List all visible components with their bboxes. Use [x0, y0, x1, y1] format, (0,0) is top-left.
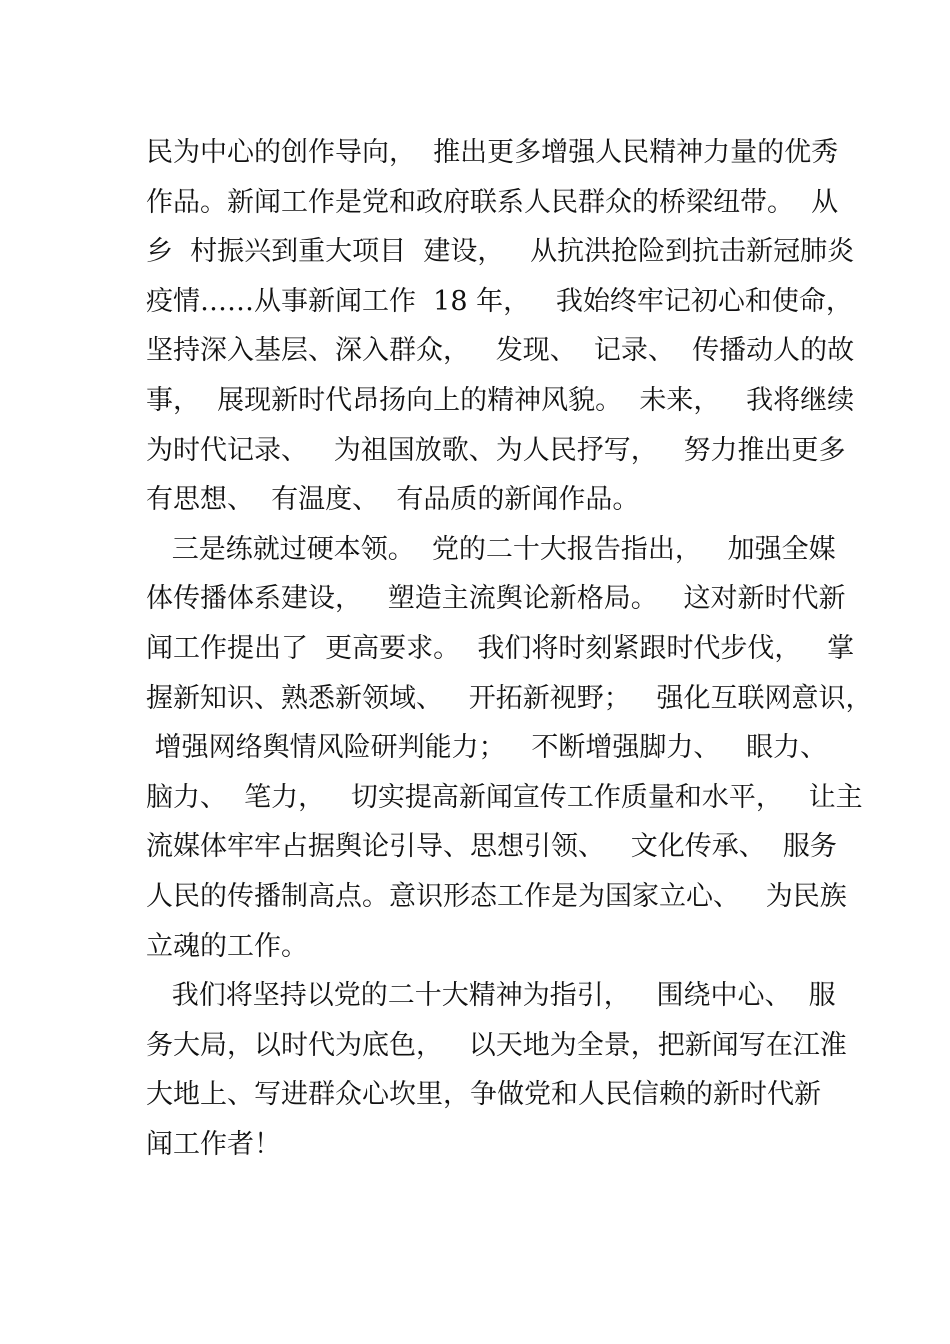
text-line: 立魂的工作。 [146, 930, 308, 962]
text-line: 我们将坚持以党的二十大精神为指引， 围绕中心、 服 [146, 980, 836, 1012]
body-text [146, 128, 873, 1169]
text-line: 脑力、 笔力， 切实提高新闻宣传工作质量和水平， 让主 [146, 781, 863, 813]
text-line: 为时代记录、 为祖国放歌、为人民抒写， 努力推出更多 [146, 434, 846, 466]
text-line: 流媒体牢牢占据舆论引导、思想引领、 文化传承、 服务 [146, 831, 837, 863]
text-line: 三是练就过硬本领。 党的二十大报告指出， 加强全媒 [146, 533, 836, 565]
text-line: 乡 村振兴到重大项目 建设， 从抗洪抢险到抗击新冠肺炎 [146, 236, 855, 268]
text-line: 大地上、写进群众心坎里，争做党和人民信赖的新时代新 [146, 1079, 821, 1111]
text-line: 作品。新闻工作是党和政府联系人民群众的桥梁纽带。 从 [146, 186, 839, 218]
text-line: 体传播体系建设， 塑造主流舆论新格局。 这对新时代新 [146, 583, 846, 615]
text-line: 务大局，以时代为底色， 以天地为全景，把新闻写在江淮 [146, 1029, 847, 1061]
text-line: 事， 展现新时代昂扬向上的精神风貌。 未来， 我将继续 [146, 384, 855, 416]
text-line: 有思想、 有温度、 有品质的新闻作品。 [146, 484, 640, 516]
text-line: 增强网络舆情风险研判能力； 不断增强脚力、 眼力、 [146, 732, 828, 764]
text-line: 坚持深入基层、深入群众， 发现、 记录、 传播动人的故 [146, 335, 855, 367]
text-line: 闻工作提出了 更高要求。 我们将时刻紧跟时代步伐， 掌 [146, 632, 855, 664]
text-line: 握新知识、熟悉新领域、 开拓新视野； 强化互联网意识， [146, 682, 873, 714]
text-line: 人民的传播制高点。意识形态工作是为国家立心、 为民族 [146, 880, 847, 912]
text-line: 疫情……从事新闻工作 18 年， 我始终牢记初心和使命， [146, 285, 853, 317]
text-line: 闻工作者！ [146, 1128, 281, 1160]
text-line: 民为中心的创作导向， 推出更多增强人民精神力量的优秀 [146, 137, 839, 168]
